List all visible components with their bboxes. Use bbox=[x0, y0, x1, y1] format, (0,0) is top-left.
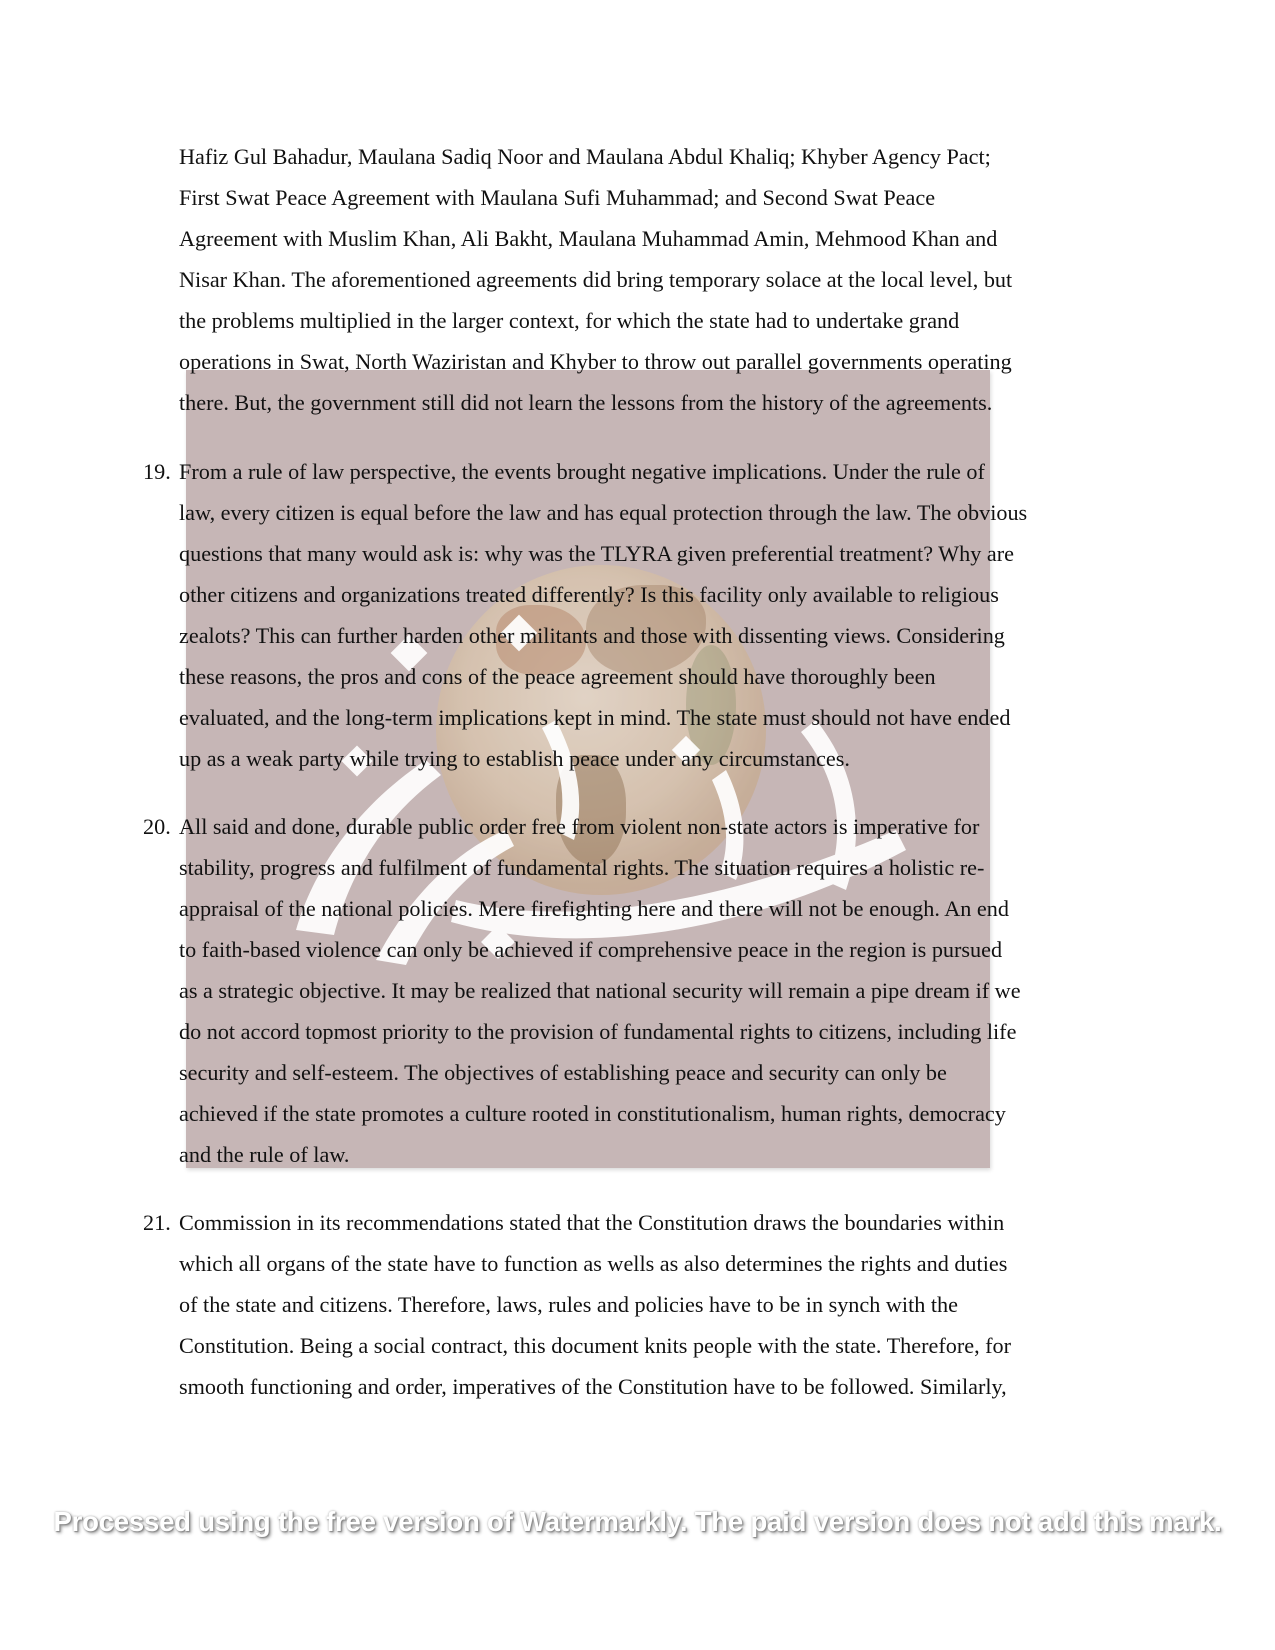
text-line: other citizens and organizations treated differently? Is this facility only available to religious bbox=[179, 582, 999, 607]
text-line: zealots? This can further harden other militants and those with dissenting views. Considering bbox=[179, 623, 1005, 648]
text-line: there. But, the government still did not learn the lessons from the history of the agreements. bbox=[179, 390, 993, 415]
text-line: achieved if the state promotes a culture rooted in constitutionalism, human rights, democracy bbox=[179, 1101, 1006, 1126]
text-line: smooth functioning and order, imperatives of the Constitution have to be followed. Similarly, bbox=[179, 1374, 1007, 1399]
paragraph-number: 20. bbox=[143, 814, 171, 839]
text-line: questions that many would ask is: why was the TLYRA given preferential treatment? Why are bbox=[179, 541, 1014, 566]
paragraph-19 bbox=[143, 451, 1069, 779]
footer-watermark-text: Processed using the free version of Watermarkly. The paid version does not add this mark. bbox=[53, 1506, 1222, 1537]
text-line: these reasons, the pros and cons of the peace agreement should have thoroughly been bbox=[179, 664, 936, 689]
text-line: Constitution. Being a social contract, this document knits people with the state. Therefore, for bbox=[179, 1333, 1012, 1358]
text-line: evaluated, and the long-term implications kept in mind. The state must should not have ended bbox=[179, 705, 1011, 730]
text-line: as a strategic objective. It may be realized that national security will remain a pipe dream if we bbox=[179, 978, 1021, 1003]
paragraph-21 bbox=[143, 1202, 1069, 1407]
text-line: the problems multiplied in the larger context, for which the state had to undertake grand bbox=[179, 308, 960, 333]
continuation-paragraph bbox=[179, 136, 1069, 423]
text-line: law, every citizen is equal before the law and has equal protection through the law. The obvious bbox=[179, 500, 1028, 525]
paragraph-number: 21. bbox=[143, 1210, 171, 1235]
text-line: All said and done, durable public order free from violent non-state actors is imperative for bbox=[179, 814, 980, 839]
text-line: and the rule of law. bbox=[179, 1142, 350, 1167]
text-line: First Swat Peace Agreement with Maulana Sufi Muhammad; and Second Swat Peace bbox=[179, 185, 936, 210]
text-line: to faith-based violence can only be achieved if comprehensive peace in the region is pursued bbox=[179, 937, 1003, 962]
text-line: do not accord topmost priority to the provision of fundamental rights to citizens, including life bbox=[179, 1019, 1017, 1044]
text-line: up as a weak party while trying to establish peace under any circumstances. bbox=[179, 746, 850, 771]
text-line: appraisal of the national policies. Mere firefighting here and there will not be enough. An end bbox=[179, 896, 1009, 921]
text-line: Nisar Khan. The aforementioned agreements did bring temporary solace at the local level, but bbox=[179, 267, 1013, 292]
paragraph-number: 19. bbox=[143, 459, 171, 484]
text-line: stability, progress and fulfilment of fundamental rights. The situation requires a holistic re- bbox=[179, 855, 985, 880]
text-line: security and self-esteem. The objectives of establishing peace and security can only be bbox=[179, 1060, 947, 1085]
text-line: Commission in its recommendations stated that the Constitution draws the boundaries within bbox=[179, 1210, 1005, 1235]
paragraph-20 bbox=[143, 806, 1069, 1175]
text-line: Hafiz Gul Bahadur, Maulana Sadiq Noor and Maulana Abdul Khaliq; Khyber Agency Pact; bbox=[179, 144, 991, 169]
text-line: operations in Swat, North Waziristan and Khyber to throw out parallel governments operating bbox=[179, 349, 1012, 374]
text-line: Agreement with Muslim Khan, Ali Bakht, Maulana Muhammad Amin, Mehmood Khan and bbox=[179, 226, 998, 251]
text-line: which all organs of the state have to function as wells as also determines the rights and duties bbox=[179, 1251, 1008, 1276]
text-line: From a rule of law perspective, the events brought negative implications. Under the rule of bbox=[179, 459, 985, 484]
text-line: of the state and citizens. Therefore, laws, rules and policies have to be in synch with the bbox=[179, 1292, 958, 1317]
